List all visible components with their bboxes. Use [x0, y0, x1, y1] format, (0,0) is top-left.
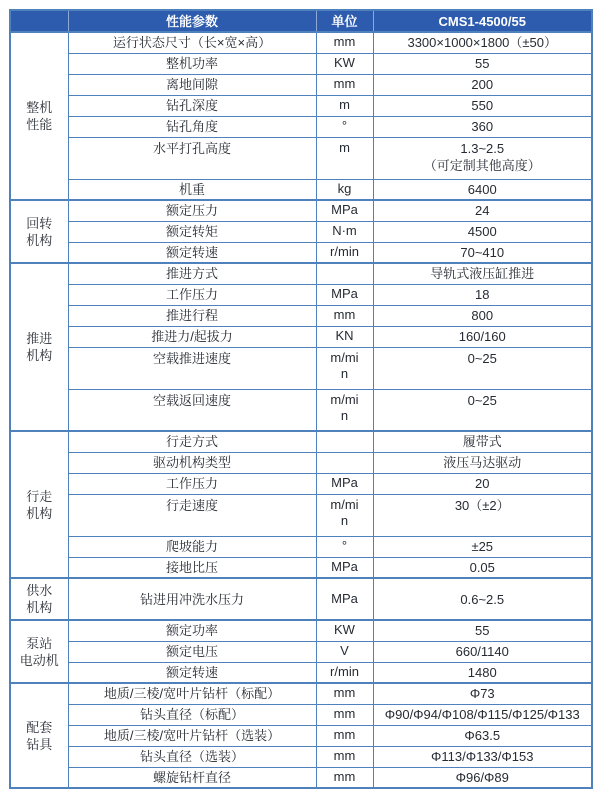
group-label [10, 578, 68, 620]
param-cell: 水平打孔高度 [68, 137, 316, 179]
value-cell: Φ63.5 [373, 725, 592, 746]
unit-cell [316, 536, 373, 557]
unit-text: mm [333, 727, 356, 742]
param-cell: 额定电压 [68, 641, 316, 662]
unit-text: m [339, 139, 350, 155]
spec-row [10, 347, 592, 389]
group-label-line: 配套 [26, 719, 53, 735]
param-cell: 推进力/起拔力 [68, 326, 316, 347]
spec-row [10, 452, 592, 473]
param-cell: 空载推进速度 [68, 347, 316, 389]
unit-cell [316, 389, 373, 431]
value-cell: 200 [373, 74, 592, 95]
param-cell: 钻头直径（标配） [68, 704, 316, 725]
group-label-line: 泵站 [26, 635, 53, 651]
unit-cell [316, 242, 373, 263]
param-cell: 钻头直径（选装） [68, 746, 316, 767]
unit-text: m/min [330, 349, 359, 381]
group-label-line: 供水 [26, 583, 53, 598]
param-cell: 爬坡能力 [68, 536, 316, 557]
param-cell: 推进行程 [68, 305, 316, 326]
header-param-col: 性能参数 [68, 10, 316, 32]
unit-text: r/min [330, 243, 359, 259]
param-cell: 地质/三棱/宽叶片钻杆（标配） [68, 683, 316, 704]
value-cell: 800 [373, 305, 592, 326]
value-cell: 0~25 [373, 389, 592, 431]
spec-row [10, 263, 592, 284]
spec-row [10, 473, 592, 494]
value-cell: 履带式 [373, 431, 592, 452]
spec-row [10, 284, 592, 305]
spec-row [10, 200, 592, 221]
param-cell: 工作压力 [68, 473, 316, 494]
value-cell: 20 [373, 473, 592, 494]
param-cell: 额定压力 [68, 200, 316, 221]
group-label [10, 32, 68, 200]
value-cell: 导轨式液压缸推进 [373, 263, 592, 284]
param-cell: 整机功率 [68, 53, 316, 74]
group-label-line: 机构 [26, 348, 53, 363]
param-cell: 驱动机构类型 [68, 452, 316, 473]
unit-cell [316, 641, 373, 662]
param-cell: 额定转矩 [68, 221, 316, 242]
unit-cell [316, 452, 373, 473]
value-cell: 18 [373, 284, 592, 305]
spec-row [10, 326, 592, 347]
group-label [10, 620, 68, 683]
table-header-row [10, 10, 592, 32]
group-label-line: 电动机 [19, 652, 59, 668]
unit-cell [316, 767, 373, 788]
value-cell: 6400 [373, 179, 592, 200]
param-cell: 螺旋钻杆直径 [68, 767, 316, 788]
group-label [10, 431, 68, 578]
spec-row [10, 557, 592, 578]
unit-cell [316, 431, 373, 452]
unit-cell [316, 557, 373, 578]
header-model-col: CMS1-4500/55 [373, 10, 592, 32]
spec-row [10, 431, 592, 452]
spec-table-container [9, 9, 591, 789]
unit-cell [316, 473, 373, 494]
spec-row [10, 536, 592, 557]
value-cell: 30（±2） [373, 494, 592, 536]
unit-cell [316, 683, 373, 704]
unit-text: V [340, 643, 349, 658]
unit-text: ° [341, 118, 348, 133]
group-label-line: 机构 [26, 505, 53, 521]
value-cell: 55 [373, 620, 592, 641]
unit-cell [316, 746, 373, 767]
param-cell: 地质/三棱/宽叶片钻杆（选装） [68, 725, 316, 746]
value-cell: 0.6~2.5 [373, 578, 592, 620]
unit-cell [316, 326, 373, 347]
unit-text: KW [334, 622, 355, 638]
spec-row [10, 683, 592, 704]
unit-cell [316, 137, 373, 179]
value-cell: 3300×1000×1800（±50） [373, 32, 592, 53]
unit-cell [316, 725, 373, 746]
spec-table [9, 9, 593, 789]
param-cell: 行走速度 [68, 494, 316, 536]
group-label-line: 机构 [26, 232, 53, 248]
spec-row [10, 641, 592, 662]
unit-text: kg [337, 180, 352, 196]
unit-cell [316, 305, 373, 326]
unit-cell [316, 74, 373, 95]
param-cell: 工作压力 [68, 284, 316, 305]
unit-cell [316, 32, 373, 53]
param-cell: 空载返回速度 [68, 389, 316, 431]
spec-row [10, 116, 592, 137]
group-label-line: 行走 [26, 488, 53, 504]
value-cell: 24 [373, 200, 592, 221]
unit-cell [316, 116, 373, 137]
group-label [10, 683, 68, 788]
group-label-line: 回转 [26, 215, 53, 231]
spec-row [10, 95, 592, 116]
value-cell: 1480 [373, 662, 592, 683]
value-cell: 液压马达驱动 [373, 452, 592, 473]
spec-row [10, 179, 592, 200]
unit-text: ° [341, 538, 348, 553]
group-label-line: 整机 [26, 100, 53, 115]
unit-cell [316, 221, 373, 242]
spec-row [10, 578, 592, 620]
group-label-line: 推进 [26, 331, 53, 346]
unit-text: r/min [330, 663, 359, 679]
value-cell: 160/160 [373, 326, 592, 347]
param-cell: 额定转速 [68, 662, 316, 683]
header-unit-col: 单位 [316, 10, 373, 32]
unit-cell [316, 347, 373, 389]
param-cell: 运行状态尺寸（长×宽×高） [68, 32, 316, 53]
unit-text: mm [333, 34, 356, 50]
unit-cell [316, 620, 373, 641]
unit-text: MPa [331, 286, 358, 301]
param-cell: 额定转速 [68, 242, 316, 263]
unit-cell [316, 704, 373, 725]
param-cell: 行走方式 [68, 431, 316, 452]
value-cell: Φ73 [373, 683, 592, 704]
value-cell: 0.05 [373, 557, 592, 578]
unit-cell [316, 662, 373, 683]
spec-row [10, 389, 592, 431]
unit-text: MPa [331, 475, 358, 490]
spec-row [10, 704, 592, 725]
unit-cell [316, 179, 373, 200]
spec-row [10, 746, 592, 767]
value-cell: 550 [373, 95, 592, 116]
unit-cell [316, 284, 373, 305]
unit-text: MPa [331, 202, 358, 218]
param-cell: 额定功率 [68, 620, 316, 641]
param-cell: 机重 [68, 179, 316, 200]
unit-text: mm [333, 76, 356, 91]
spec-row [10, 242, 592, 263]
unit-cell [316, 200, 373, 221]
value-cell: 360 [373, 116, 592, 137]
spec-row [10, 74, 592, 95]
value-line: 1.3~2.5 [460, 140, 505, 156]
spec-row [10, 767, 592, 788]
unit-cell [316, 53, 373, 74]
unit-cell [316, 578, 373, 620]
group-label-line: 钻具 [26, 736, 53, 752]
param-cell: 钻孔深度 [68, 95, 316, 116]
unit-text: KW [334, 55, 355, 70]
value-cell: Φ113/Φ133/Φ153 [373, 746, 592, 767]
value-cell: 660/1140 [373, 641, 592, 662]
group-label [10, 200, 68, 263]
unit-text: mm [333, 307, 356, 322]
unit-text: N·m [332, 223, 357, 238]
value-cell: Φ96/Φ89 [373, 767, 592, 788]
spec-row [10, 53, 592, 74]
value-cell: 0~25 [373, 347, 592, 389]
value-cell: 55 [373, 53, 592, 74]
group-label [10, 263, 68, 431]
unit-text: MPa [331, 590, 358, 606]
param-cell: 推进方式 [68, 263, 316, 284]
unit-text: m/min [330, 496, 359, 528]
value-cell: Φ90/Φ94/Φ108/Φ115/Φ125/Φ133 [373, 704, 592, 725]
group-label-line: 性能 [26, 117, 53, 132]
unit-text: KN [335, 328, 354, 343]
unit-cell [316, 263, 373, 284]
value-cell [373, 137, 592, 179]
unit-cell [316, 494, 373, 536]
header-corner-cell [10, 10, 68, 32]
param-cell: 钻进用冲洗水压力 [68, 578, 316, 620]
param-cell: 接地比压 [68, 557, 316, 578]
value-cell: 70~410 [373, 242, 592, 263]
group-label-line: 机构 [26, 600, 53, 615]
spec-row [10, 32, 592, 53]
spec-row [10, 137, 592, 179]
spec-row [10, 221, 592, 242]
param-cell: 钻孔角度 [68, 116, 316, 137]
value-cell: ±25 [373, 536, 592, 557]
unit-text: mm [333, 685, 356, 701]
spec-row [10, 494, 592, 536]
unit-cell [316, 95, 373, 116]
param-cell: 离地间隙 [68, 74, 316, 95]
spec-row [10, 620, 592, 641]
spec-row [10, 725, 592, 746]
value-cell: 4500 [373, 221, 592, 242]
unit-text: m/min [330, 391, 359, 423]
unit-text: mm [333, 768, 356, 784]
unit-text: MPa [331, 558, 358, 574]
unit-text: m [339, 97, 350, 112]
spec-row [10, 305, 592, 326]
unit-text: mm [333, 748, 356, 763]
value-line: （可定制其他高度） [423, 157, 541, 173]
unit-text: mm [333, 706, 356, 721]
spec-row [10, 662, 592, 683]
